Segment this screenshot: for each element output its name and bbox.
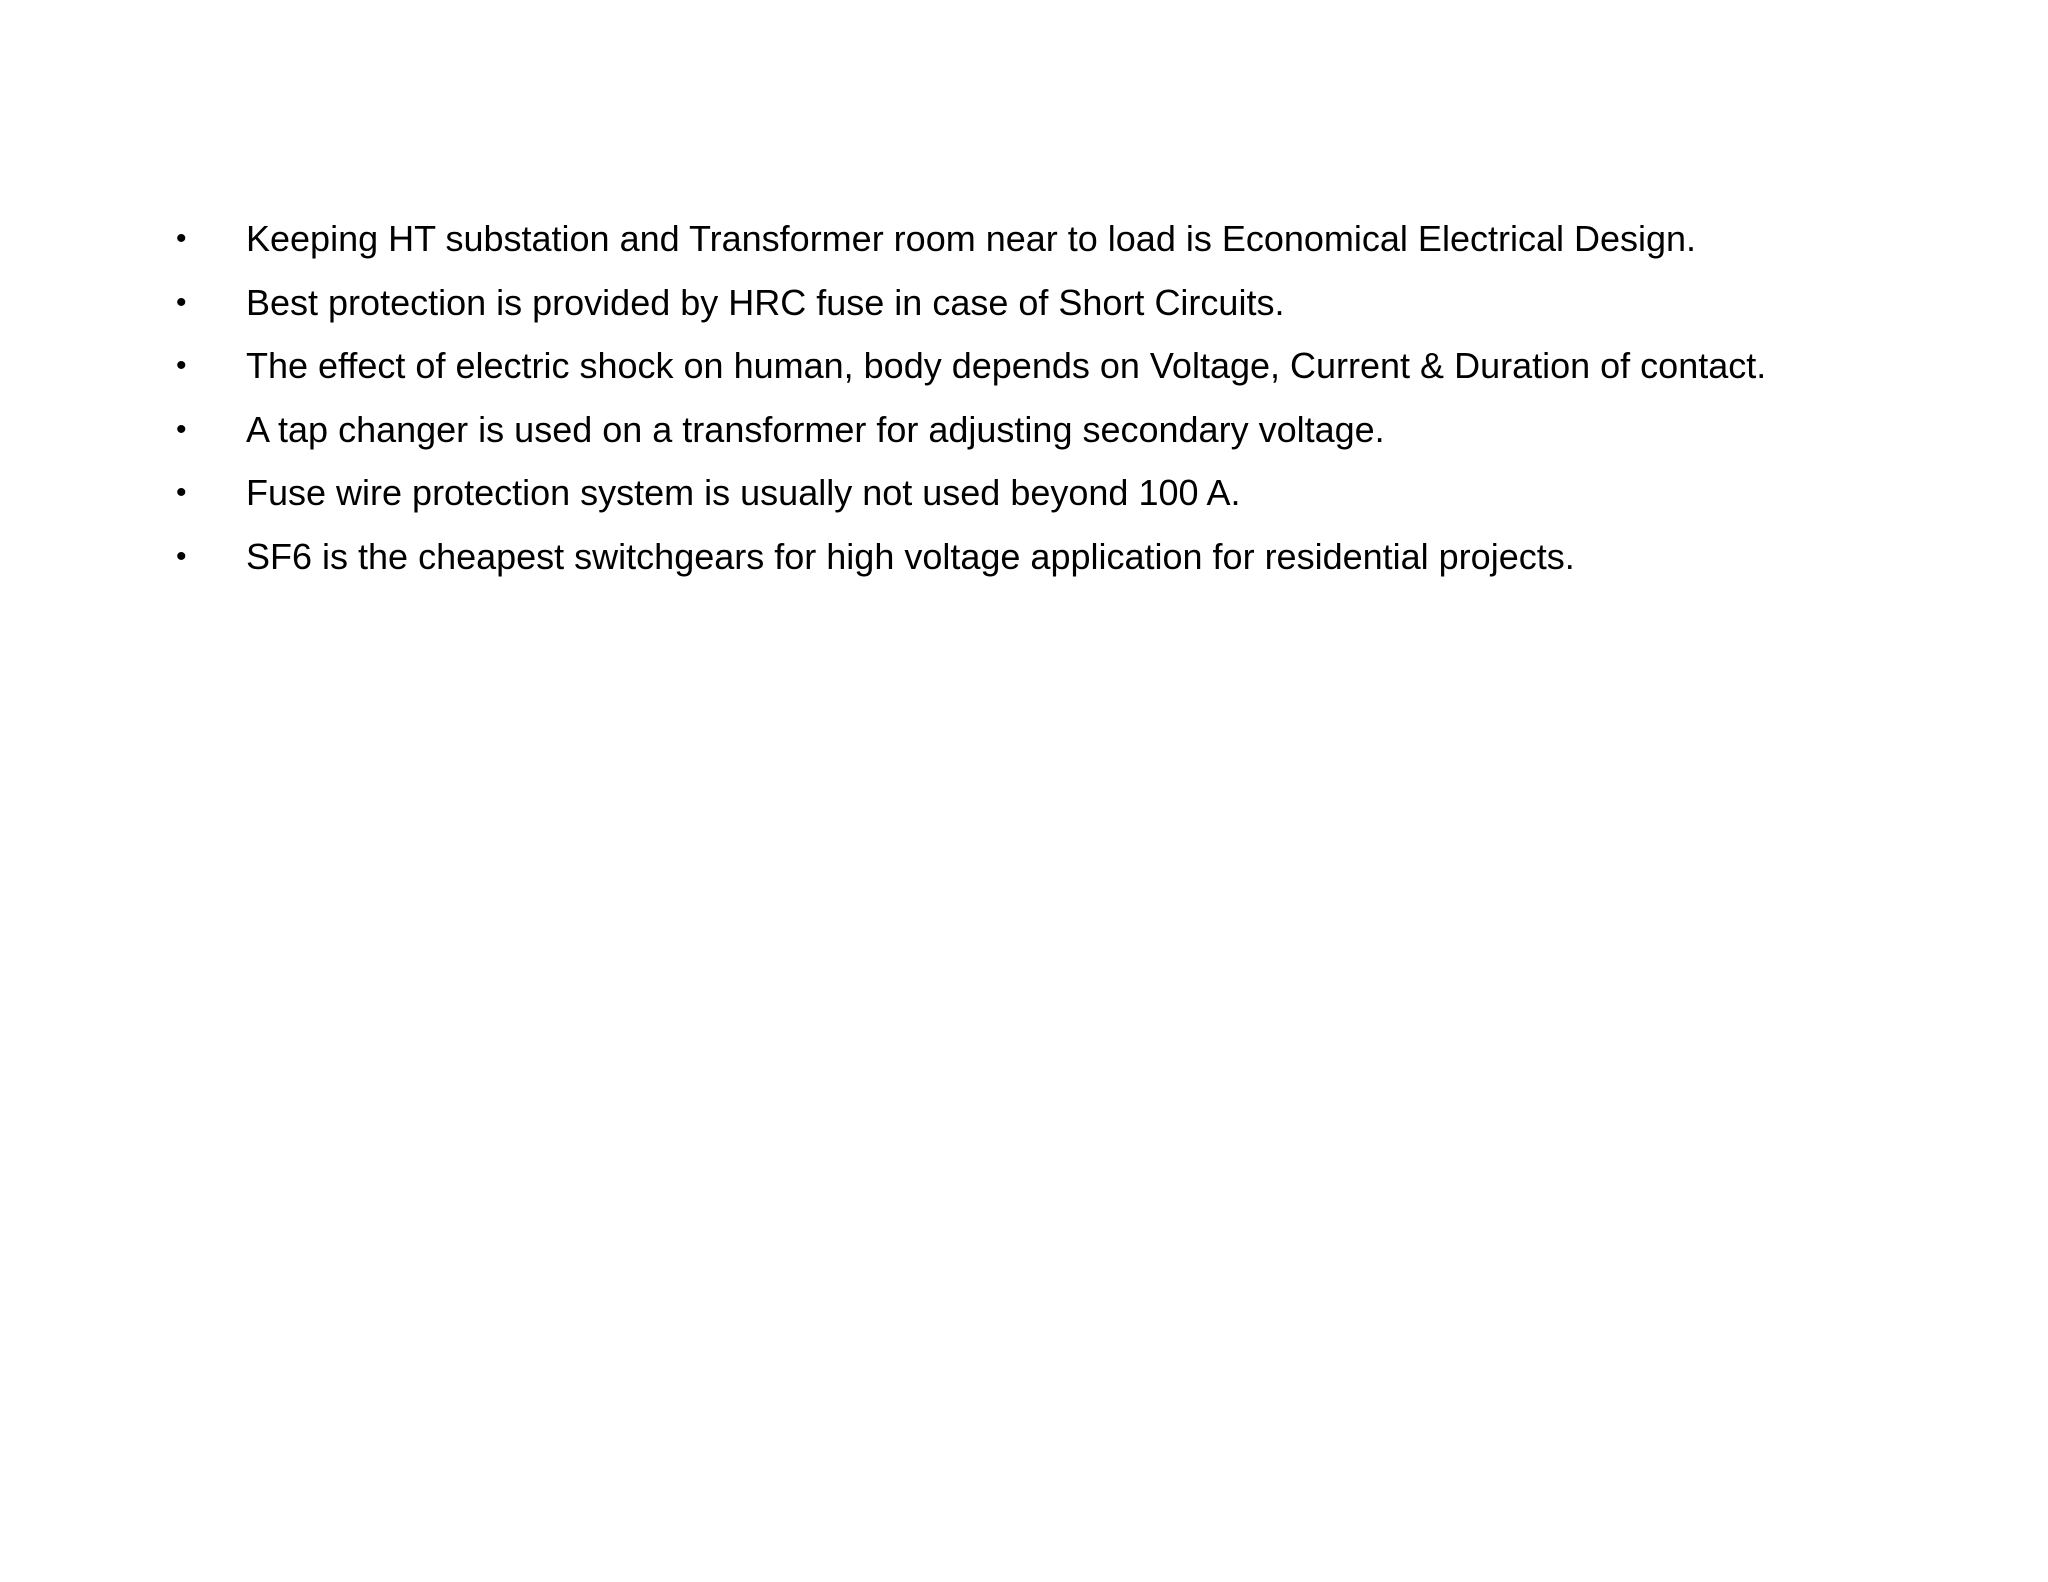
list-item [168, 525, 1808, 589]
list-item-text: Best protection is provided by HRC fuse in case of Short Circuits. [246, 281, 1285, 323]
list-item-text: Keeping HT substation and Transformer room near to load is Economical Electrical Design. [246, 218, 1697, 259]
list-item [168, 334, 1808, 398]
list-item [168, 207, 1808, 271]
list-item-text: SF6 is the cheapest switchgears for high voltage application for residential projects. [246, 535, 1575, 577]
bullet-list [168, 207, 1808, 588]
bullet-icon: • [176, 539, 187, 573]
list-item [168, 271, 1808, 335]
list-item-text: Fuse wire protection system is usually not used beyond 100 A. [246, 472, 1241, 513]
bullet-icon: • [176, 476, 187, 509]
list-item [168, 461, 1808, 525]
bullet-icon: • [176, 222, 187, 255]
bullet-icon: • [176, 349, 187, 382]
list-item-text: A tap changer is used on a transformer for adjusting secondary voltage. [246, 408, 1385, 450]
bullet-icon: • [176, 412, 187, 446]
list-item-text: The effect of electric shock on human, body depends on Voltage, Current & Duration of contact. [246, 345, 1767, 386]
list-item [168, 398, 1808, 462]
bullet-icon: • [176, 285, 187, 319]
